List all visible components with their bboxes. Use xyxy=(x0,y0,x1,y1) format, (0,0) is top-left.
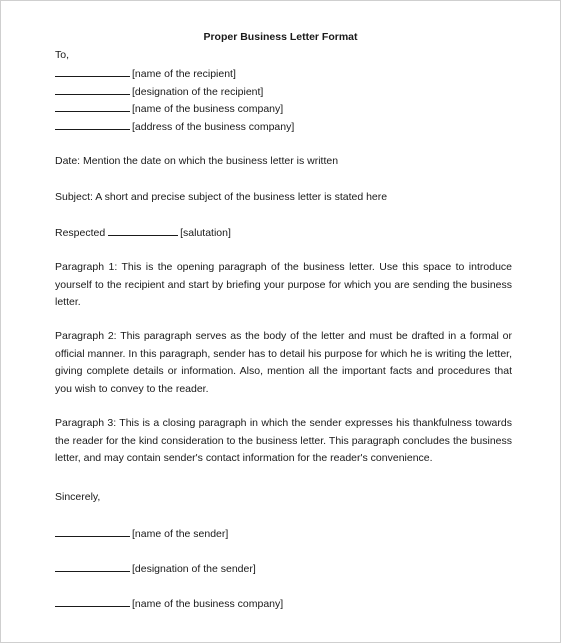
blank-underline xyxy=(55,597,130,607)
paragraph-3: Paragraph 3: This is a closing paragraph in which the sender expresses his thankfulness towards the reader for the kind consideration to the business letter. This paragraph concludes the business letter, and may contain sender's contact information for the reader's convenience. xyxy=(55,417,512,464)
blank-underline xyxy=(55,120,130,130)
salutation-field: [salutation] xyxy=(180,227,231,239)
date-line: Date: Mention the date on which the business letter is written xyxy=(55,155,339,167)
paragraph-2: Paragraph 2: This paragraph serves as the body of the letter and must be drafted in a formal or official manner. In this paragraph, sender has to detail his purpose for which he is writing the letter, giving complete details or information. Also, mention all the important facts and procedures that you wish to convey to the reader. xyxy=(55,330,512,395)
closing: Sincerely, xyxy=(55,491,101,503)
salutation-line xyxy=(55,226,231,239)
subject-line: Subject: A short and precise subject of the business letter is stated here xyxy=(55,191,388,203)
blank-underline xyxy=(108,226,178,236)
blank-underline xyxy=(55,85,130,95)
to-label: To, xyxy=(55,49,70,61)
salutation-label: Respected xyxy=(55,227,106,239)
recipient-company-field: [name of the business company] xyxy=(132,103,284,115)
sender-name-field: [name of the sender] xyxy=(132,528,229,540)
sender-designation-line xyxy=(55,562,256,575)
blank-underline xyxy=(55,67,130,77)
recipient-address-line xyxy=(55,120,294,133)
recipient-company-line xyxy=(55,102,283,115)
blank-underline xyxy=(55,527,130,537)
blank-underline xyxy=(55,102,130,112)
paragraph-1: Paragraph 1: This is the opening paragraph of the business letter. Use this space to introduce yourself to the recipient and start by briefing your purpose for which you are sending the business letter. xyxy=(55,261,512,308)
recipient-name-line xyxy=(55,67,236,80)
sender-designation-field: [designation of the sender] xyxy=(132,563,256,575)
blank-underline xyxy=(55,562,130,572)
recipient-address-field: [address of the business company] xyxy=(132,121,295,133)
recipient-name-field: [name of the recipient] xyxy=(132,68,236,80)
recipient-designation-line xyxy=(55,85,263,98)
recipient-designation-field: [designation of the recipient] xyxy=(132,86,264,98)
sender-company-field: [name of the business company] xyxy=(132,598,284,610)
document-title: Proper Business Letter Format xyxy=(203,31,358,43)
sender-company-line xyxy=(55,597,283,610)
sender-name-line xyxy=(55,527,228,540)
